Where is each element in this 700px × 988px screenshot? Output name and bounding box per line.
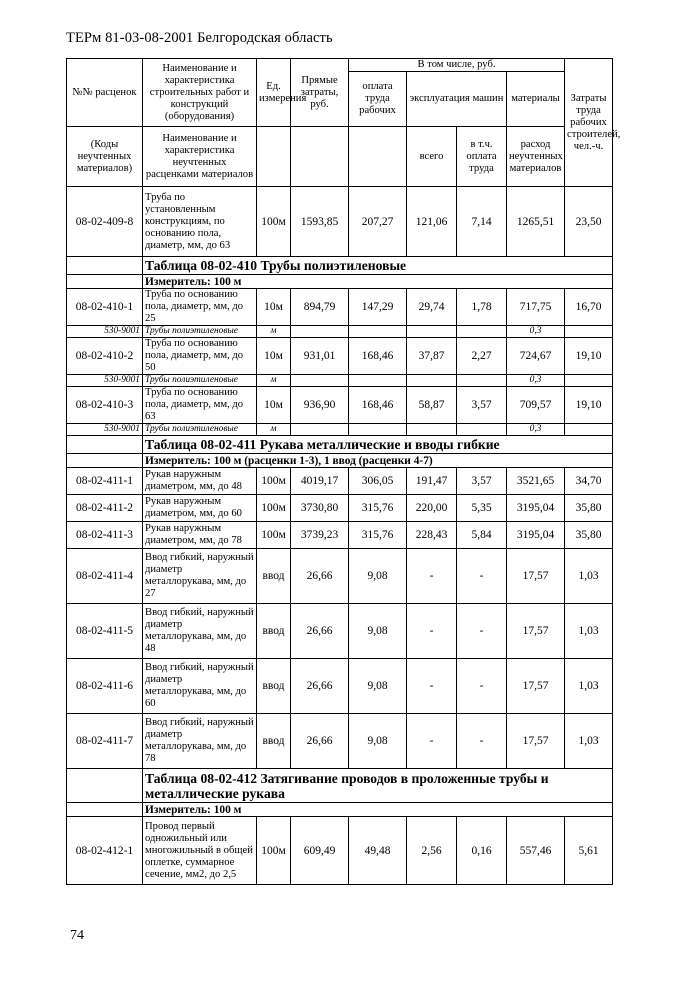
table-411-title: Таблица 08-02-411 Рукава металлические и вводы гибкие bbox=[143, 436, 613, 454]
table-412-measure: Измеритель: 100 м bbox=[143, 803, 613, 817]
col-name-header: Наименование и характеристика строительных работ и конструкций (оборудования) bbox=[143, 59, 257, 127]
price-table bbox=[66, 58, 621, 885]
col-machines-header: эксплуатация машин bbox=[407, 72, 507, 127]
resource-row: 530-9001 Трубы полиэтиленовые м 0,3 bbox=[67, 375, 613, 387]
page-number: 74 bbox=[70, 928, 84, 943]
page-header: ТЕРм 81-03-08-2001 Белгородская область bbox=[66, 30, 333, 46]
table-row: 08-02-411-2 Рукав наружным диаметром, мм, до 60 100м 3730,80 315,76 220,00 5,35 3195,04 35,80 bbox=[67, 495, 613, 522]
col-unit-header: Ед. измерения bbox=[257, 59, 291, 127]
col-code2-header: (Коды неучтенных материалов) bbox=[67, 127, 143, 187]
table-row: 08-02-410-3 Труба по основанию пола, диаметр, мм, до 63 10м 936,90 168,46 58,87 3,57 709,57 19,10 bbox=[67, 387, 613, 424]
table-row: 08-02-411-5 Ввод гибкий, наружный диаметр металлорукава, мм, до 48 ввод 26,66 9,08 - - 17,57 1,03 bbox=[67, 604, 613, 659]
table-row: 08-02-409-8 Труба по установленным конструкциям, по основанию пола, диаметр, мм, до 63 100м 1593,85 207,27 121,06 7,14 1265,51 23,50 bbox=[67, 187, 613, 257]
col-mach-total-header: всего bbox=[407, 127, 457, 187]
col-mach-wages-header: в т.ч. оплата труда bbox=[457, 127, 507, 187]
table-row: 08-02-411-7 Ввод гибкий, наружный диаметр металлорукава, мм, до 78 ввод 26,66 9,08 - - 17,57 1,03 bbox=[67, 714, 613, 769]
resource-row: 530-9001 Трубы полиэтиленовые м 0,3 bbox=[67, 424, 613, 436]
table-row: 08-02-412-1 Провод первый одножильный или многожильный в общей оплетке, суммарное сечение, мм2, до 2,5 100м 609,49 49,48 2,56 0,16 557,46 5,61 bbox=[67, 817, 613, 885]
col-name2-header: Наименование и характеристика неучтенных расценками материалов bbox=[143, 127, 257, 187]
resource-row: 530-9001 Трубы полиэтиленовые м 0,3 bbox=[67, 326, 613, 338]
col-wages-header: оплата труда рабочих bbox=[349, 72, 407, 127]
table-row: 08-02-411-3 Рукав наружным диаметром, мм, до 78 100м 3739,23 315,76 228,43 5,84 3195,04 35,80 bbox=[67, 522, 613, 549]
col-mat-unacc-header: расход неучтенных материалов bbox=[507, 127, 565, 187]
table-row: 08-02-410-2 Труба по основанию пола, диаметр, мм, до 50 10м 931,01 168,46 37,87 2,27 724,67 19,10 bbox=[67, 338, 613, 375]
col-code-header: №№ расценок bbox=[67, 59, 143, 127]
table-row: 08-02-410-1 Труба по основанию пола, диаметр, мм, до 25 10м 894,79 147,29 29,74 1,78 717,75 16,70 bbox=[67, 289, 613, 326]
table-412-title: Таблица 08-02-412 Затягивание проводов в проложенные трубы и металлические рукава bbox=[143, 769, 613, 803]
table-row: 08-02-411-6 Ввод гибкий, наружный диаметр металлорукава, мм, до 60 ввод 26,66 9,08 - - 17,57 1,03 bbox=[67, 659, 613, 714]
col-incl-header: В том числе, руб. bbox=[349, 59, 565, 72]
table-410-measure: Измеритель: 100 м bbox=[143, 275, 613, 289]
table-row: 08-02-411-1 Рукав наружным диаметром, мм, до 48 100м 4019,17 306,05 191,47 3,57 3521,65 34,70 bbox=[67, 468, 613, 495]
table-410-title: Таблица 08-02-410 Трубы полиэтиленовые bbox=[143, 257, 613, 275]
col-direct-header: Прямые затраты, руб. bbox=[291, 59, 349, 127]
table-411-measure: Измеритель: 100 м (расценки 1-3), 1 ввод (расценки 4-7) bbox=[143, 454, 613, 468]
table-row: 08-02-411-4 Ввод гибкий, наружный диаметр металлорукава, мм, до 27 ввод 26,66 9,08 - - 17,57 1,03 bbox=[67, 549, 613, 604]
col-materials-header: материалы bbox=[507, 72, 565, 127]
col-labor-header: Затраты труда рабочих строителей, чел.-ч. bbox=[565, 59, 613, 187]
